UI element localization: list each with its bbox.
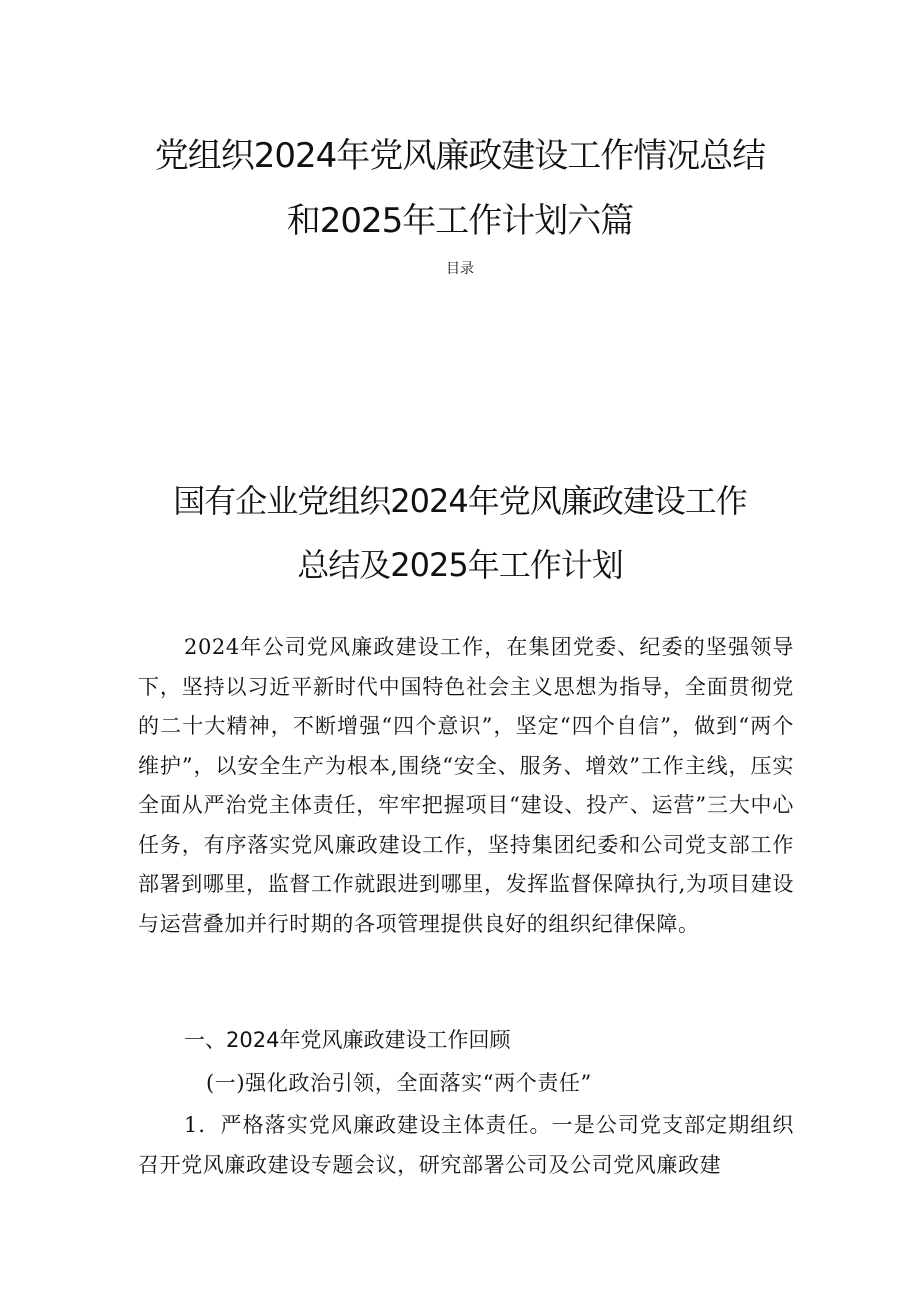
document-title-line-2: 和2025年工作计划六篇 [286,201,634,241]
section-title-line-2: 总结及2025年工作计划 [297,546,623,584]
document-title-line-1: 党组织2024年党风廉政建设工作情况总结 [154,136,766,176]
heading-level-1: 一、2024年党风廉政建设工作回顾 [184,1028,511,1052]
table-of-contents-label: 目录 [446,261,474,277]
intro-paragraph: 2024年公司党风廉政建设工作，在集团党委、纪委的坚强领导下，坚持以习近平新时代中国特色社会主义思想为指导，全面贯彻党的二十大精神，不断增强“四个意识”，坚定“四个自信”，做到“两个维护”，以安全生产为根本,围绕“安全、服务、增效”工作主线，压实全面从严治党主体责任，牢牢把握项目“建设、投产、运营”三大中心任务，有序落实党风廉政建设工作，坚持集团纪委和公司党支部工作部署到哪里，监督工作就跟进到哪里，发挥监督保障执行,为项目建设与运营叠加并行时期的各项管理提供良好的组织纪律保障。 [138,635,794,936]
list-item-paragraph: 1．严格落实党风廉政建设主体责任。一是公司党支部定期组织召开党风廉政建设专题会议，研究部署公司及公司党风廉政建 [138,1113,794,1177]
section-title-line-1: 国有企业党组织2024年党风廉政建设工作 [173,482,747,520]
heading-level-2: (一)强化政治引领，全面落实“两个责任” [206,1071,592,1095]
